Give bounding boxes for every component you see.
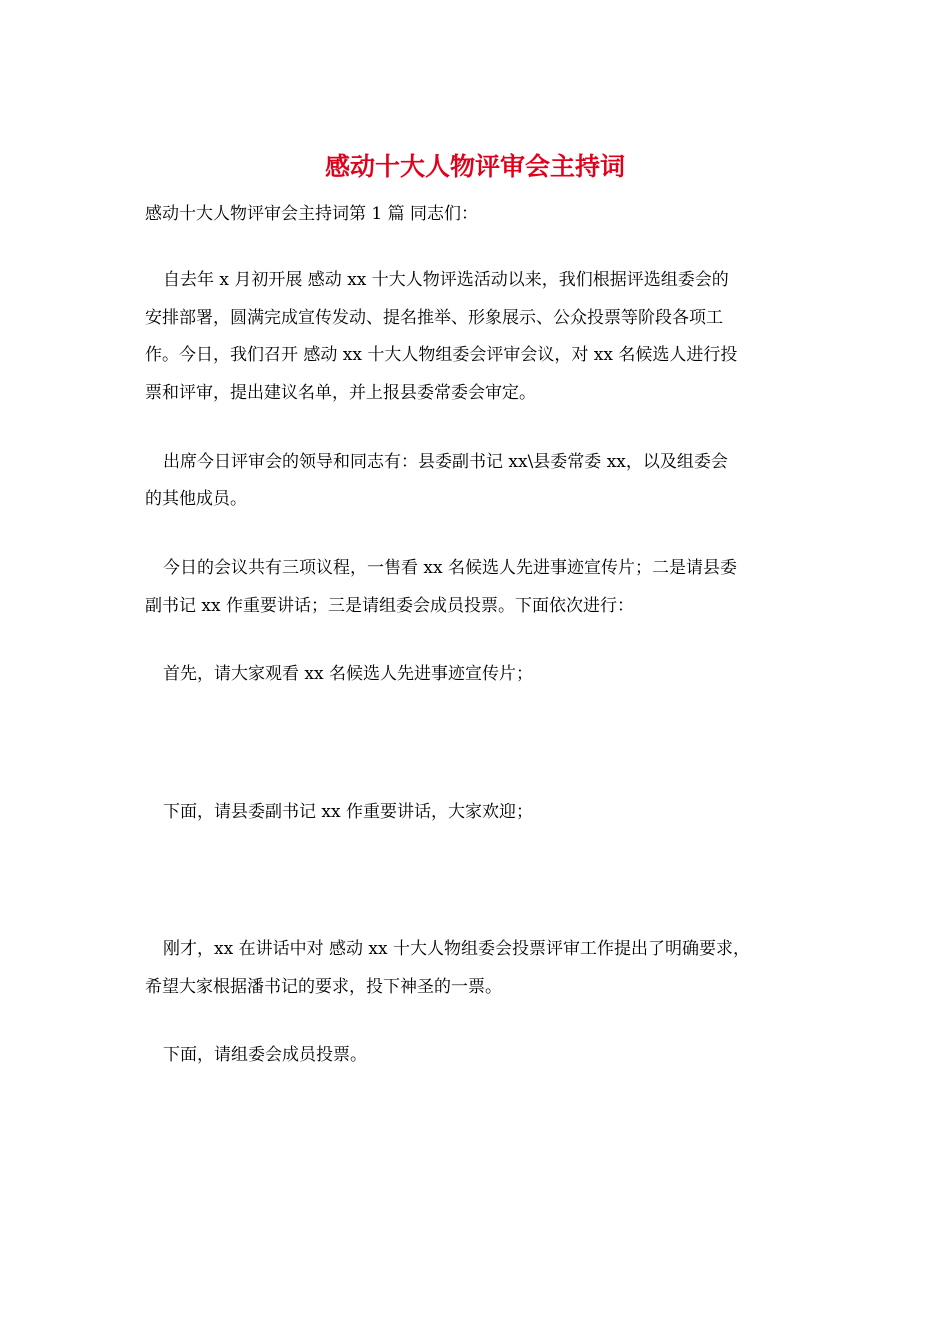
paragraph-3-line-1: 今日的会议共有三项议程，一售看 xx 名候选人先进事迹宣传片；二是请县委 [163, 558, 737, 578]
paragraph-3-line-2: 副书记 xx 作重要讲话；三是请组委会成员投票。下面依次进行： [145, 596, 634, 616]
paragraph-1-line-2: 安排部署，圆满完成宣传发动、提名推举、形象展示、公众投票等阶段各项工 [145, 308, 723, 328]
paragraph-4-line-1: 首先，请大家观看 xx 名候选人先进事迹宣传片； [163, 664, 533, 684]
paragraph-6-line-2: 希望大家根据潘书记的要求，投下神圣的一票。 [145, 977, 502, 997]
document-title: 感动十大人物评审会主持词 [324, 152, 625, 181]
paragraph-2-line-2: 的其他成员。 [145, 489, 247, 509]
paragraph-1-line-4: 票和评审，提出建议名单，并上报县委常委会审定。 [145, 383, 536, 403]
paragraph-6-line-1: 刚才，xx 在讲话中对 感动 xx 十大人物组委会投票评审工作提出了明确要求， [163, 939, 750, 959]
paragraph-2-line-1: 出席今日评审会的领导和同志有：县委副书记 xx\县委常委 xx，以及组委会 [163, 452, 728, 472]
paragraph-1-line-1: 自去年 x 月初开展 感动 xx 十大人物评选活动以来，我们根据评选组委会的 [163, 270, 729, 290]
paragraph-7-line-1: 下面，请组委会成员投票。 [163, 1045, 367, 1065]
subtitle-line: 感动十大人物评审会主持词第 1 篇 同志们： [145, 204, 479, 224]
paragraph-1-line-3: 作。今日，我们召开 感动 xx 十大人物组委会评审会议，对 xx 名候选人进行投 [145, 345, 738, 365]
paragraph-5-line-1: 下面，请县委副书记 xx 作重要讲话，大家欢迎； [163, 802, 533, 822]
